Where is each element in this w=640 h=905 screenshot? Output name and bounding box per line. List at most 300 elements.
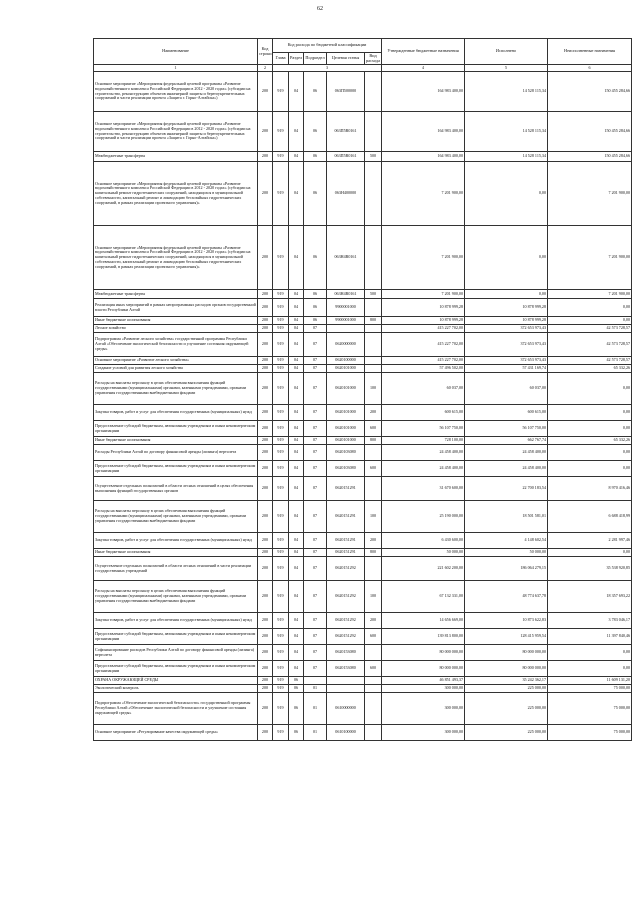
table-row [94, 461, 632, 477]
cell-gl: 919 [273, 373, 289, 405]
cell-rz: 06 [289, 693, 304, 725]
cell-rz: 04 [289, 661, 304, 677]
cell-approved: 60 037,00 [382, 373, 465, 405]
cell-unexecuted: 0,00 [548, 549, 632, 557]
cell-cs: 063Н4R0161 [327, 290, 365, 299]
cell-gl: 919 [273, 333, 289, 357]
cell-code: 200 [258, 373, 273, 405]
cell-cs [327, 685, 365, 693]
table-row [94, 445, 632, 461]
cell-rz: 04 [289, 357, 304, 365]
budget-table [93, 38, 632, 741]
cell-vr: 600 [365, 629, 382, 645]
cell-name: Предоставление субсидий бюджетным, автономным учреждениям и иным некоммерческим организациям [94, 421, 258, 437]
cell-gl: 919 [273, 152, 289, 162]
cell-prz: 07 [304, 549, 327, 557]
cell-name: Основное мероприятие «Мероприятия федеральной целевой программы «Развитие водохозяйственного комплекса Российской Федерации в 2012 - 2020 годах» (субсидии на капитальный ремонт гидротехнических сооружений, находящихся в муниципальной собственности, капитальный ремонт и ликвидацию бесхозяйных гидротехнических сооружений, в рамках реализации проектного управления)» [94, 162, 258, 226]
cell-rz: 04 [289, 421, 304, 437]
cell-name: Иные бюджетные ассигнования [94, 317, 258, 325]
cell-vr: 800 [365, 549, 382, 557]
cell-cs: 0620151291 [327, 501, 365, 533]
cell-cs: 0620000000 [327, 333, 365, 357]
cell-unexecuted: 150 455 284,66 [548, 72, 632, 112]
cell-name: Основное мероприятие «Мероприятия федеральной целевой программы «Развитие водохозяйственного комплекса Российской Федерации в 2012 - 2020 годах» (субсидии на капитальный ремонт гидротехнических сооружений, находящихся в муниципальной собственности, капитальный ремонт и ликвидацию бесхозяйных гидротехнических сооружений, в рамках реализации проектного управления)» [94, 226, 258, 290]
header-name: Наименование [94, 39, 258, 65]
cell-cs: 063П5R0161 [327, 152, 365, 162]
cell-unexecuted: 0,00 [548, 373, 632, 405]
table-row [94, 373, 632, 405]
cell-rz: 04 [289, 629, 304, 645]
cell-code: 200 [258, 152, 273, 162]
cell-vr [365, 112, 382, 152]
cell-prz: 07 [304, 501, 327, 533]
cell-name: Подпрограмма «Обеспечение экологической безопасности» государственной программы Республики Алтай «Обеспечение экологической безопасности и улучшение состояния окружающей среды» [94, 693, 258, 725]
cell-unexecuted: 3 783 046,17 [548, 613, 632, 629]
cell-executed: 80 000 000,00 [465, 661, 548, 677]
cell-name: Предоставление субсидий бюджетным, автономным учреждениям и иным некоммерческим организациям [94, 661, 258, 677]
cell-cs: 0620101000 [327, 437, 365, 445]
cell-approved: 14 656 669,00 [382, 613, 465, 629]
cell-code: 200 [258, 557, 273, 581]
cell-unexecuted: 42 573 728,57 [548, 333, 632, 357]
cell-unexecuted: 8 970 416,46 [548, 477, 632, 501]
cell-gl: 919 [273, 549, 289, 557]
cell-vr [365, 477, 382, 501]
cell-executed: 24 458 400,00 [465, 461, 548, 477]
cell-cs: 0620103080 [327, 461, 365, 477]
cell-name: Софинансирование расходов Республики Алтай по договору финансовой аренды (лизинга) вертолета [94, 645, 258, 661]
index-cell: 3 [273, 65, 382, 72]
index-cell: 1 [94, 65, 258, 72]
cell-vr [365, 685, 382, 693]
cell-code: 200 [258, 693, 273, 725]
index-cell: 2 [258, 65, 273, 72]
cell-rz: 04 [289, 162, 304, 226]
cell-executed: 56 107 750,00 [465, 421, 548, 437]
cell-code: 200 [258, 661, 273, 677]
cell-unexecuted: 0,00 [548, 461, 632, 477]
cell-name: Закупка товаров, работ и услуг для обеспечения государственных (муниципальных) нужд [94, 533, 258, 549]
cell-gl: 919 [273, 405, 289, 421]
cell-gl: 919 [273, 461, 289, 477]
cell-cs [327, 325, 365, 333]
table-row [94, 325, 632, 333]
cell-approved: 24 458 400,00 [382, 461, 465, 477]
cell-prz: 07 [304, 421, 327, 437]
cell-name: Экологический контроль [94, 685, 258, 693]
cell-prz: 06 [304, 112, 327, 152]
cell-approved: 24 458 400,00 [382, 445, 465, 461]
cell-rz: 04 [289, 405, 304, 421]
cell-code: 200 [258, 421, 273, 437]
cell-vr: 600 [365, 661, 382, 677]
cell-unexecuted: 65 332,26 [548, 437, 632, 445]
cell-rz: 04 [289, 333, 304, 357]
cell-prz: 07 [304, 333, 327, 357]
cell-prz: 07 [304, 325, 327, 333]
cell-gl: 919 [273, 72, 289, 112]
cell-code: 200 [258, 317, 273, 325]
table-row [94, 72, 632, 112]
cell-approved: 10 878 999,28 [382, 299, 465, 317]
cell-cs: 0620151292 [327, 581, 365, 613]
cell-prz: 07 [304, 405, 327, 421]
cell-gl: 919 [273, 357, 289, 365]
cell-executed: 14 528 115,34 [465, 112, 548, 152]
cell-name: Расходы на выплаты персоналу в целях обеспечения выполнения функций государственными (муниципальными) органами, казенными учреждениями, органами управления государственными внебюджетными фондами [94, 501, 258, 533]
cell-gl: 919 [273, 112, 289, 152]
cell-vr: 800 [365, 437, 382, 445]
cell-name: Межбюджетные трансферты [94, 152, 258, 162]
cell-prz: 06 [304, 317, 327, 325]
cell-name: Осуществление отдельных полномочий в области лесных отношений в части реализации государственных учреждений [94, 557, 258, 581]
cell-vr: 200 [365, 533, 382, 549]
cell-unexecuted: 42 573 728,57 [548, 357, 632, 365]
cell-code: 200 [258, 405, 273, 421]
cell-code: 200 [258, 162, 273, 226]
cell-executed: 80 000 000,00 [465, 645, 548, 661]
cell-code: 200 [258, 437, 273, 445]
table-row [94, 581, 632, 613]
cell-approved: 10 878 999,28 [382, 317, 465, 325]
cell-unexecuted: 0,00 [548, 299, 632, 317]
cell-unexecuted: 42 573 728,57 [548, 325, 632, 333]
cell-cs: 0620101000 [327, 421, 365, 437]
cell-vr: 600 [365, 421, 382, 437]
cell-unexecuted: 0,00 [548, 645, 632, 661]
table-body [94, 72, 632, 741]
table-row [94, 357, 632, 365]
cell-cs: 0620101000 [327, 405, 365, 421]
cell-name: Предоставление субсидий бюджетным, автономным учреждениям и иным некоммерческим организациям [94, 629, 258, 645]
cell-executed: 48 774 637,78 [465, 581, 548, 613]
cell-code: 200 [258, 549, 273, 557]
cell-approved: 300 000,00 [382, 725, 465, 741]
cell-gl: 919 [273, 613, 289, 629]
index-cell: 5 [465, 65, 548, 72]
cell-approved: 7 201 900,00 [382, 290, 465, 299]
cell-rz: 04 [289, 152, 304, 162]
cell-cs [327, 677, 365, 685]
cell-gl: 919 [273, 557, 289, 581]
cell-executed: 18 501 581,01 [465, 501, 548, 533]
cell-vr [365, 725, 382, 741]
cell-approved: 31 670 600,00 [382, 477, 465, 501]
header-gl: Глава [273, 53, 289, 65]
page-number: 62 [317, 6, 323, 12]
cell-approved: 300 000,00 [382, 685, 465, 693]
cell-vr [365, 445, 382, 461]
cell-rz: 04 [289, 365, 304, 373]
cell-rz: 04 [289, 613, 304, 629]
header-executed: Исполнено [465, 39, 548, 65]
cell-prz: 07 [304, 645, 327, 661]
cell-code: 200 [258, 72, 273, 112]
cell-name: Предоставление субсидий бюджетным, автономным учреждениям и иным некоммерческим организациям [94, 461, 258, 477]
cell-cs: 063П500000 [327, 72, 365, 112]
cell-vr [365, 365, 382, 373]
cell-vr [365, 162, 382, 226]
cell-cs: 0620151291 [327, 477, 365, 501]
cell-gl: 919 [273, 685, 289, 693]
cell-prz: 07 [304, 365, 327, 373]
cell-rz: 04 [289, 477, 304, 501]
cell-executed: 225 000,00 [465, 725, 548, 741]
cell-executed: 10 873 622,83 [465, 613, 548, 629]
cell-executed: 372 653 973,43 [465, 325, 548, 333]
cell-code: 200 [258, 357, 273, 365]
table-row [94, 333, 632, 357]
cell-prz: 06 [304, 290, 327, 299]
cell-code: 200 [258, 629, 273, 645]
cell-unexecuted: 6 688 418,99 [548, 501, 632, 533]
cell-executed: 600 615,00 [465, 405, 548, 421]
cell-vr [365, 677, 382, 685]
cell-gl: 919 [273, 661, 289, 677]
cell-gl: 919 [273, 437, 289, 445]
cell-executed: 0,00 [465, 290, 548, 299]
cell-executed: 225 000,00 [465, 693, 548, 725]
cell-cs: 063П5R0161 [327, 112, 365, 152]
cell-unexecuted: 150 455 284,66 [548, 112, 632, 152]
cell-vr: 500 [365, 290, 382, 299]
cell-name: ОХРАНА ОКРУЖАЮЩЕЙ СРЕДЫ [94, 677, 258, 685]
cell-vr: 100 [365, 581, 382, 613]
cell-rz: 06 [289, 677, 304, 685]
cell-unexecuted: 0,00 [548, 445, 632, 461]
cell-unexecuted: 0,00 [548, 317, 632, 325]
cell-code: 200 [258, 477, 273, 501]
table-row [94, 152, 632, 162]
cell-prz: 06 [304, 72, 327, 112]
cell-rz: 04 [289, 549, 304, 557]
cell-vr: 800 [365, 317, 382, 325]
table-row [94, 613, 632, 629]
cell-unexecuted: 7 201 900,00 [548, 226, 632, 290]
cell-approved: 6 430 600,00 [382, 533, 465, 549]
cell-name: Реализация иных мероприятий в рамках непрограммных расходов органов государственной власти Республики Алтай [94, 299, 258, 317]
cell-executed: 0,00 [465, 162, 548, 226]
cell-prz: 07 [304, 373, 327, 405]
cell-approved: 600 615,00 [382, 405, 465, 421]
cell-code: 200 [258, 685, 273, 693]
cell-executed: 10 878 999,28 [465, 299, 548, 317]
table-row [94, 533, 632, 549]
cell-prz: 06 [304, 162, 327, 226]
cell-unexecuted: 0,00 [548, 661, 632, 677]
cell-gl: 919 [273, 581, 289, 613]
table-row [94, 405, 632, 421]
cell-code: 200 [258, 325, 273, 333]
index-cell: 4 [382, 65, 465, 72]
cell-rz: 04 [289, 437, 304, 445]
cell-cs: 063Н400000 [327, 162, 365, 226]
cell-gl: 919 [273, 725, 289, 741]
cell-code: 200 [258, 365, 273, 373]
cell-vr [365, 557, 382, 581]
cell-approved: 164 983 400,00 [382, 152, 465, 162]
cell-prz: 07 [304, 533, 327, 549]
header-classification: Код расхода по бюджетной классификации [273, 39, 382, 53]
cell-gl: 919 [273, 477, 289, 501]
cell-approved: 415 227 702,00 [382, 357, 465, 365]
cell-prz [304, 677, 327, 685]
cell-code: 200 [258, 333, 273, 357]
cell-vr: 200 [365, 405, 382, 421]
cell-name: Расходы Республики Алтай по договору финансовой аренды (лизинга) вертолета [94, 445, 258, 461]
cell-cs: 0620101000 [327, 373, 365, 405]
cell-unexecuted: 0,00 [548, 405, 632, 421]
table-row [94, 421, 632, 437]
table-row [94, 661, 632, 677]
table-row [94, 685, 632, 693]
cell-prz: 07 [304, 629, 327, 645]
cell-prz: 07 [304, 437, 327, 445]
header-rz: Раздел [289, 53, 304, 65]
cell-approved: 139 813 800,00 [382, 629, 465, 645]
cell-executed: 128 415 959,54 [465, 629, 548, 645]
cell-approved: 80 000 000,00 [382, 661, 465, 677]
cell-executed: 35 242 362,17 [465, 677, 548, 685]
cell-approved: 164 983 400,00 [382, 72, 465, 112]
cell-rz: 04 [289, 72, 304, 112]
cell-name: Создание условий для развития лесного хозяйства [94, 365, 258, 373]
cell-approved: 25 190 000,00 [382, 501, 465, 533]
cell-prz: 06 [304, 152, 327, 162]
cell-cs: 0620100000 [327, 357, 365, 365]
cell-gl: 919 [273, 445, 289, 461]
table-row [94, 477, 632, 501]
cell-name: Лесное хозяйство [94, 325, 258, 333]
cell-executed: 372 653 973,43 [465, 357, 548, 365]
cell-code: 200 [258, 677, 273, 685]
cell-code: 200 [258, 501, 273, 533]
cell-prz: 07 [304, 557, 327, 581]
table-row [94, 549, 632, 557]
cell-approved: 57 496 502,00 [382, 365, 465, 373]
table-row [94, 112, 632, 152]
cell-vr [365, 299, 382, 317]
cell-executed: 14 528 115,34 [465, 72, 548, 112]
cell-rz: 04 [289, 445, 304, 461]
cell-cs: 0620151292 [327, 557, 365, 581]
cell-name: Иные бюджетные ассигнования [94, 549, 258, 557]
table-row [94, 290, 632, 299]
cell-approved: 415 227 702,00 [382, 325, 465, 333]
cell-cs: 063Н4R0161 [327, 226, 365, 290]
cell-executed: 22 700 183,54 [465, 477, 548, 501]
cell-executed: 662 767,74 [465, 437, 548, 445]
cell-cs: 9900001000 [327, 317, 365, 325]
table-row [94, 365, 632, 373]
header-cs: Целевая статья [327, 53, 365, 65]
cell-unexecuted: 75 000,00 [548, 685, 632, 693]
cell-approved: 46 851 493,37 [382, 677, 465, 685]
cell-cs: 0610100000 [327, 725, 365, 741]
cell-cs: 0620151291 [327, 549, 365, 557]
cell-approved: 67 132 331,00 [382, 581, 465, 613]
table-row [94, 557, 632, 581]
index-cell: 6 [548, 65, 632, 72]
cell-prz: 07 [304, 613, 327, 629]
cell-vr: 500 [365, 152, 382, 162]
cell-gl: 919 [273, 299, 289, 317]
cell-gl: 919 [273, 365, 289, 373]
cell-rz: 04 [289, 290, 304, 299]
cell-gl: 919 [273, 677, 289, 685]
cell-code: 200 [258, 461, 273, 477]
cell-unexecuted: 2 281 997,46 [548, 533, 632, 549]
cell-name: Расходы на выплаты персоналу в целях обеспечения выполнения функций государственными (муниципальными) органами, казенными учреждениями, органами управления государственными внебюджетными фондами [94, 373, 258, 405]
header-prz: Подраздел [304, 53, 327, 65]
cell-unexecuted: 7 201 900,00 [548, 290, 632, 299]
table-row [94, 501, 632, 533]
cell-cs: 0620153080 [327, 661, 365, 677]
cell-approved: 80 000 000,00 [382, 645, 465, 661]
cell-cs: 0620151292 [327, 629, 365, 645]
cell-cs: 0620151291 [327, 533, 365, 549]
cell-rz: 04 [289, 325, 304, 333]
cell-rz: 04 [289, 317, 304, 325]
cell-executed: 372 653 973,43 [465, 333, 548, 357]
cell-gl: 919 [273, 162, 289, 226]
cell-approved: 7 201 900,00 [382, 162, 465, 226]
cell-unexecuted: 11 397 840,46 [548, 629, 632, 645]
cell-approved: 300 000,00 [382, 693, 465, 725]
cell-code: 200 [258, 299, 273, 317]
cell-vr: 100 [365, 501, 382, 533]
table-row [94, 645, 632, 661]
cell-rz: 04 [289, 501, 304, 533]
cell-unexecuted: 75 000,00 [548, 693, 632, 725]
cell-code: 200 [258, 645, 273, 661]
cell-prz: 07 [304, 461, 327, 477]
cell-executed: 4 148 602,54 [465, 533, 548, 549]
cell-name: Расходы на выплаты персоналу в целях обеспечения выполнения функций государственными (муниципальными) органами, казенными учреждениями, органами управления государственными внебюджетными фондами [94, 581, 258, 613]
cell-rz: 04 [289, 373, 304, 405]
cell-unexecuted: 7 201 900,00 [548, 162, 632, 226]
cell-vr [365, 357, 382, 365]
cell-cs: 0620153080 [327, 645, 365, 661]
cell-vr [365, 325, 382, 333]
cell-cs: 0620101000 [327, 365, 365, 373]
table-row [94, 725, 632, 741]
cell-prz: 01 [304, 685, 327, 693]
table-row [94, 162, 632, 226]
cell-rz: 04 [289, 226, 304, 290]
cell-unexecuted: 18 357 693,22 [548, 581, 632, 613]
cell-code: 200 [258, 725, 273, 741]
cell-gl: 919 [273, 629, 289, 645]
cell-unexecuted: 35 538 920,85 [548, 557, 632, 581]
cell-gl: 919 [273, 533, 289, 549]
cell-name: Закупка товаров, работ и услуг для обеспечения государственных (муниципальных) нужд [94, 405, 258, 421]
cell-executed: 60 037,00 [465, 373, 548, 405]
cell-rz: 04 [289, 112, 304, 152]
cell-approved: 221 602 200,00 [382, 557, 465, 581]
header-unexecuted: Неисполненные назначения [548, 39, 632, 65]
cell-cs: 0620103080 [327, 445, 365, 461]
cell-code: 200 [258, 445, 273, 461]
cell-prz: 01 [304, 725, 327, 741]
cell-approved: 164 983 400,00 [382, 112, 465, 152]
cell-code: 200 [258, 613, 273, 629]
table-row [94, 693, 632, 725]
cell-name: Основное мероприятие «Развитие лесного хозяйства» [94, 357, 258, 365]
cell-prz: 07 [304, 477, 327, 501]
cell-cs: 0620151292 [327, 613, 365, 629]
cell-prz: 01 [304, 693, 327, 725]
